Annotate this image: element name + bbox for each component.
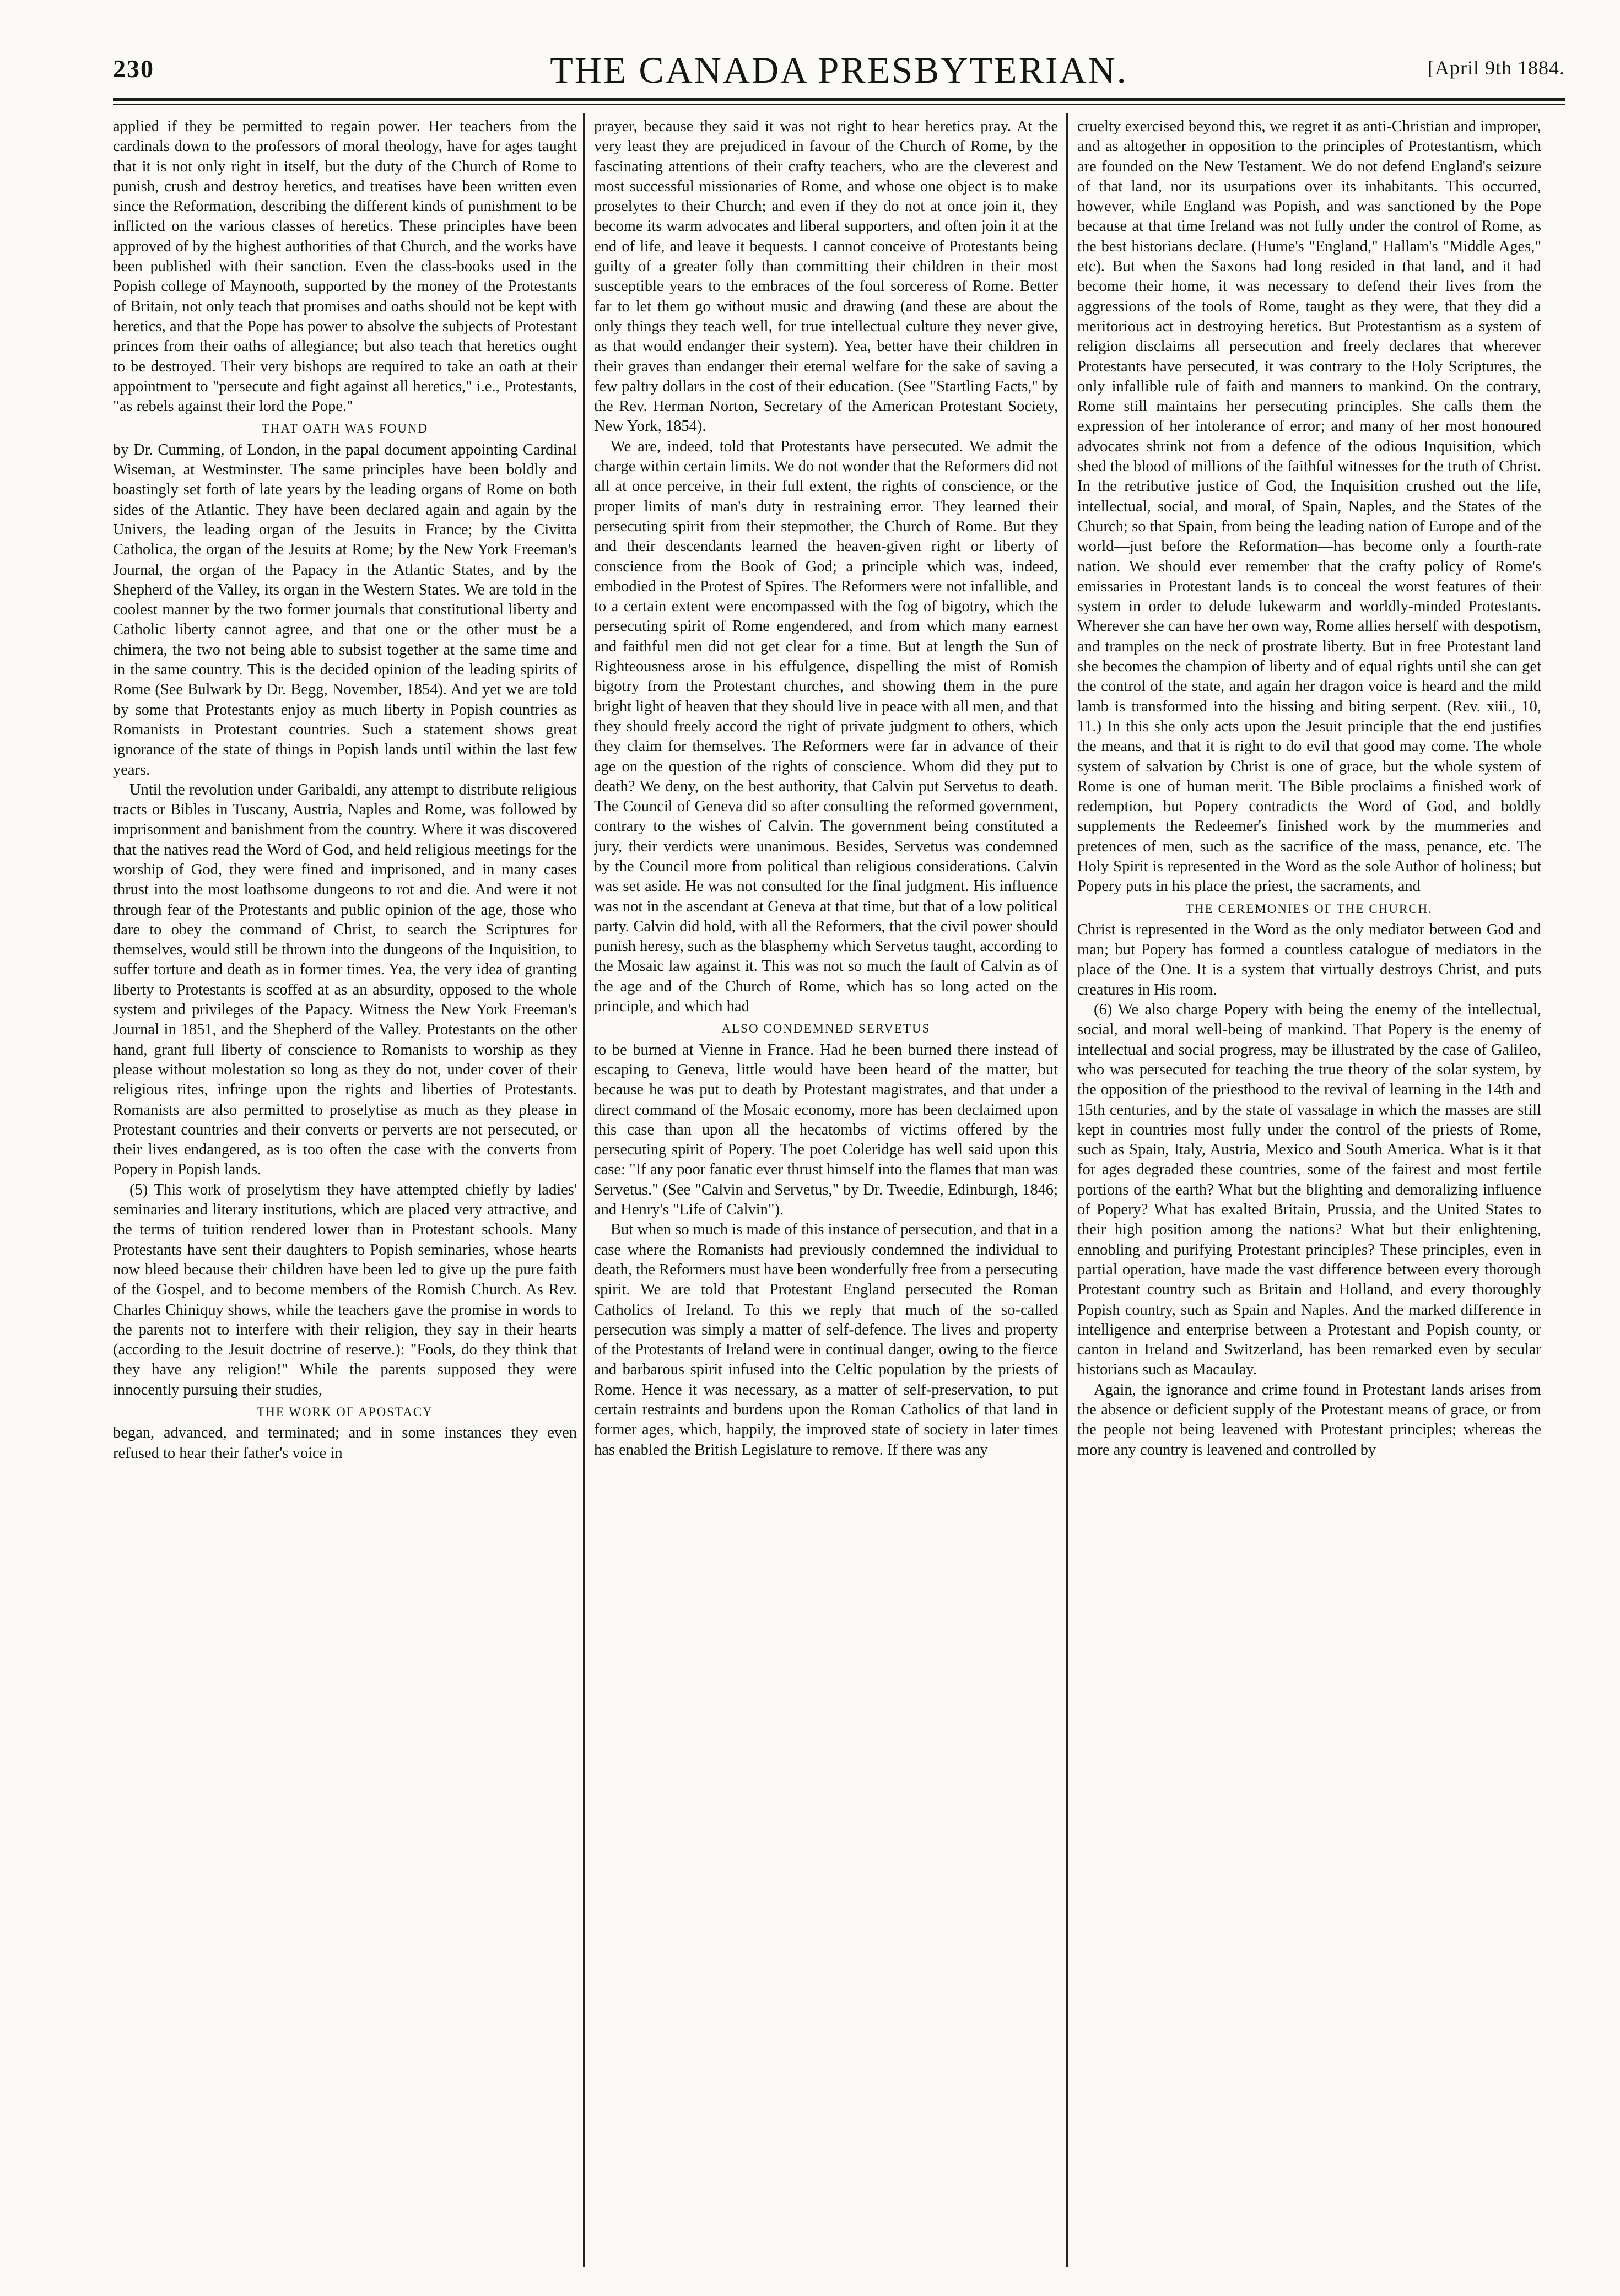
article-paragraph: We are, indeed, told that Protestants have persecuted. We admit the charge within certain limits. We do not wonder that the Reformers did not all at once perceive, in their full extent, the rights of conscience, or the proper limits of man's duty in restraining error. They learned their persecuting spirit from their stepmother, the Church of Rome. But they and their descendants learned the heaven-given right or liberty of conscience from the Book of God; a principle which was, indeed, embodied in the Protest of Spires. The Reformers were not infallible, and to a certain extent were encompassed with the fog of bigotry, which the persecuting spirit of Rome engendered, and from which many earnest and faithful men did not get clear for a time. But at length the Sun of Righteousness arose in his effulgence, dispelling the mist of Romish bigotry from the Protestant churches, and showing them in the pure bright light of heaven that they should live in peace with all men, and that they should freely accord the right of private judgment to others, which they claim for themselves. The Reformers were far in advance of their age on the question of the rights of conscience. Whom did they put to death? We deny, on the best authority, that Calvin put Servetus to death. The Council of Geneva did so after consulting the reformed government, contrary to the wishes of Calvin. The government being constituted a jury, their verdicts were unanimous. Besides, Servetus was condemned by the Council more from political than religious considerations. Calvin was set aside. He was not consulted for the final judgment. His influence was not in the ascendant at Geneva at that time, but that of a low political party. Calvin did hold, with all the Reformers, that the civil power should punish heresy, such as the blasphemy which Servetus taught, according to the Mosaic law against it. This was not so much the fault of Calvin as of the age and of the Church of Rome, which has so long acted on the principle, and which had [594,437,1058,1015]
page-number: 230 [113,55,154,83]
column-divider [583,113,585,2267]
issue-date: [April 9th 1884. [1428,57,1565,79]
article-paragraph: Again, the ignorance and crime found in Protestant lands arises from the absence or deficient supply of the Protestant means of grace, or from the people not being leavened with Protestant principles; whereas the more any country is leavened and controlled by [1077,1381,1541,1458]
article-paragraph: cruelty exercised beyond this, we regret it as anti-Christian and improper, and as altogether in opposition to the principles of Protestantism, which are founded on the New Testament. We do not defend England's seizure of that land, nor its usurpations over its inhabitants. This occurred, however, while England was Popish, and was sanctioned by the Pope because at that time Ireland was not fully under the control of Rome, as the best historians declare. (Hume's "England," Hallam's "Middle Ages," etc). But when the Saxons had long resided in that land, and it had become their home, it was necessary to defend their lives from the aggressions of the tools of Rome, taught as they were, that they did a meritorious act in destroying heretics. But Protestantism as a system of religion disclaims all persecution and freely declares that wherever Protestants have persecuted, it was contrary to the Holy Scriptures, the only infallible rule of faith and manners to mankind. On the contrary, Rome still maintains her persecuting principles. She calls them the expression of her intolerance of error; and many of her most honoured advocates shrink not from a defence of the odious Inquisition, which shed the blood of millions of the faithful witnesses for the truth of Christ. In the retributive justice of God, the Inquisition crushed out the life, intellectual, social, and moral, of Spain, Naples, and the States of the Church; so that Spain, from being the leading nation of Europe and of the world—just before the Reformation—has become only a fourth-rate nation. We should ever remember that the crafty policy of Rome's emissaries in Protestant lands is to conceal the worst features of their system in order to delude lukewarm and worldly-minded Protestants. Wherever she can have her own way, Rome allies herself with despotism, and tramples on the neck of prostrate liberty. But in free Protestant land she becomes the champion of liberty and of equal rights until she can get the control of the state, and again her dragon voice is heard and the mild lamb is transformed into the hissing and biting serpent. (Rev. xiii., 10, 11.) In this she only acts upon the Jesuit principle that the end justifies the means, and that it is right to do evil that good may come. The whole system of salvation by Christ is one of grace, but the whole system of Rome is one of human merit. The Bible proclaims a finished work of redemption, but Popery contradicts the Word of God, and boldly supplements the Redeemer's finished work by the mummeries and pretences of men, such as the sacrifice of the mass, penance, etc. The Holy Spirit is represented in the Word as the sole Author of holiness; but Popery puts in his place the priest, the sacraments, and [1077,118,1541,895]
section-subhead: THE WORK OF APOSTACY [257,1405,433,1419]
section-subhead: THAT OATH WAS FOUND [261,422,429,436]
article-column-2 [594,117,1058,2266]
newspaper-title: THE CANADA PRESBYTERIAN. [550,49,1128,91]
article-paragraph: began, advanced, and terminated; and in some instances they even refused to hear their father's voice in [113,1424,577,1462]
article-paragraph: Until the revolution under Garibaldi, any attempt to distribute religious tracts or Bibles in Tuscany, Austria, Naples and Rome, was followed by imprisonment and banishment from the country. Where it was discovered that the natives read the Word of God, and held religious meetings for the worship of God, they were fined and imprisoned, and in many cases thrust into the most loathsome dungeons to rot and die. And were it not through fear of the Protestants and public opinion of the age, those who dare to obey the command of Christ, to search the Scriptures for themselves, would still be thrown into the dungeons of the Inquisition, to suffer torture and death as in former times. Yea, the very idea of granting liberty to Protestants is scoffed at as an absurdity, opposed to the whole system and privileges of the Papacy. Witness the New York Freeman's Journal in 1851, and the Shepherd of the Valley. Protestants on the other hand, grant full liberty of conscience to Romanists to worship as they please without molestation so long as they do not, under cover of their religious rites, infringe upon the rights and liberties of Protestants. Romanists are also permitted to proselytise as much as they please in Protestant countries and their converts or perverts are not persecuted, or their lives endangered, as is too often the case with the converts from Popery in Popish lands. [113,781,577,1179]
article-paragraph: But when so much is made of this instance of persecution, and that in a case where the Romanists had previously condemned the individual to death, the Reformers must have been wonderfully free from a persecuting spirit. We are told that Protestant England persecuted the Roman Catholics of Ireland. To this we reply that much of the so-called persecution was simply a matter of self-defence. The lives and property of the Protestants of Ireland were in continual danger, owing to the fierce and barbarous spirit infused into the Celtic population by the priests of Rome. Hence it was necessary, as a matter of self-preservation, to put certain restraints and burdens upon the Roman Catholics of that land in former ages, which, happily, the improved state of society in later times has enabled the British Legislature to remove. If there was any [594,1221,1058,1458]
header-rule-thin [113,104,1565,105]
masthead [113,45,1565,96]
article-paragraph: applied if they be permitted to regain power. Her teachers from the cardinals down to the professors of moral theology, have for ages taught that it is not only right in itself, but the duty of the Church of Rome to punish, crush and destroy heretics, and treatises have been written even since the Reformation, describing the different kinds of punishment to be inflicted on the various classes of heretics. These principles have been approved of by the highest authorities of that Church, and the works have been published with their sanction. Even the class-books used in the Popish college of Maynooth, supported by the money of the Protestants of Britain, not only teach that promises and oaths should not be kept with heretics, and that the Pope has power to absolve the subjects of Protestant princes from their oaths of allegiance; but also teach that heretics ought to be destroyed. Their very bishops are required to take an oath at their appointment to "persecute and fight against all heretics," i.e., Protestants, "as rebels against their lord the Pope." [113,118,577,415]
article-paragraph: by Dr. Cumming, of London, in the papal document appointing Cardinal Wiseman, at Westminster. The same principles have been boldly and boastingly set forth of late years by the leading organs of Rome on both sides of the Atlantic. They have been declared again and again by the Univers, the leading organ of the Jesuits in France; by the Civitta Catholica, the organ of the Jesuits at Rome; by the New York Freeman's Journal, the organ of the Papacy in the Atlantic States, and by the Shepherd of the Valley, its organ in the Western States. We are told in the coolest manner by the two former journals that constitutional liberty and Catholic liberty cannot agree, and that one or the other must be a chimera, the two not being able to subsist together at the same time and in the same country. This is the decided opinion of the leading spirits of Rome (See Bulwark by Dr. Begg, November, 1854). And yet we are told by some that Protestants enjoy as much liberty in Popish countries as Romanists in Protestant countries. Such a statement shows great ignorance of the state of things in Popish lands until within the last few years. [113,441,577,779]
section-subhead: ALSO CONDEMNED SERVETUS [721,1022,931,1036]
article-paragraph: (6) We also charge Popery with being the enemy of the intellectual, social, and moral well-being of mankind. That Popery is the enemy of intellectual and social progress, may be illustrated by the case of Galileo, who was persecuted for teaching the true theory of the solar system, by the opposition of the priesthood to the revival of learning in the 14th and 15th centuries, and by the state of vassalage in which the masses are still kept in countries most fully under the control of the priests of Rome, such as Spain, Italy, Austria, Mexico and South America. What is it that for ages degraded these countries, some of the fairest and most fertile portions of the earth? What but the blighting and demoralizing influence of Popery? What has exalted Britain, Prussia, and the United States to their high position among the nations? What but their enlightening, ennobling and purifying Protestant principles? These principles, even in partial operation, have made the vast difference between every thorough Protestant country such as Britain and Holland, and every thoroughly Popish country, such as Spain and Naples. And the marked difference in intelligence and enterprise between a Protestant and Popish county, or canton in Ireland and Switzerland, has been remarked even by secular historians such as Macaulay. [1077,1001,1541,1379]
article-paragraph: prayer, because they said it was not right to hear heretics pray. At the very least they are prejudiced in favour of the Church of Rome, by the fascinating attentions of their crafty teachers, who are the cleverest and most successful missionaries of Rome, and whose one object is to make proselytes to their Church; and even if they do not at once join it, they become its warm advocates and liberal supporters, and often join it at the end of life, and leave it bequests. I cannot conceive of Protestants being guilty of a greater folly than committing their children in their most susceptible years to the embraces of the foul sorceress of Rome. Better far to let them go without music and drawing (and these are about the only things they teach well, for true intellectual culture they never give, as that would endanger their system). Yea, better have their children in their graves than endanger their eternal welfare for the sake of saving a few paltry dollars in the cost of their education. (See "Startling Facts," by the Rev. Herman Norton, Secretary of the American Protestant Society, New York, 1854). [594,118,1058,435]
article-column-3 [1077,117,1541,2266]
header-rule-thick [113,98,1565,101]
article-paragraph: Christ is represented in the Word as the only mediator between God and man; but Popery has formed a countless catalogue of mediators in the place of the One. It is a system that virtually destroys Christ, and puts creatures in His room. [1077,921,1541,998]
article-column-1 [113,117,577,2266]
section-subhead: THE CEREMONIES OF THE CHURCH. [1186,901,1433,916]
article-paragraph: to be burned at Vienne in France. Had he been burned there instead of escaping to Geneva, little would have been heard of the matter, but because he was put to death by Protestant magistrates, and that under a direct command of the Mosaic economy, more has been declaimed upon this case than upon all the hecatombs of victims offered by the persecuting spirit of Popery. The poet Coleridge has well said upon this case: "If any poor fanatic ever thrust himself into the flames that man was Servetus." (See "Calvin and Servetus," by Dr. Tweedie, Edinburgh, 1846; and Henry's "Life of Calvin"). [594,1041,1058,1219]
article-paragraph: (5) This work of proselytism they have attempted chiefly by ladies' seminaries and literary institutions, which are placed very attractive, and the terms of tuition rendered lower than in Protestant schools. Many Protestants have sent their daughters to Popish seminaries, whose hearts now bleed because their children have been led to give up the pure faith of the Gospel, and to become members of the Romish Church. As Rev. Charles Chiniquy shows, while the teachers gave the promise in words to the parents not to interfere with their religion, they say in their hearts (according to the Jesuit doctrine of reserve.): "Fools, do they think that they have any religion!" While the parents supposed they were innocently pursuing their studies, [113,1181,577,1398]
column-divider [1066,113,1068,2267]
